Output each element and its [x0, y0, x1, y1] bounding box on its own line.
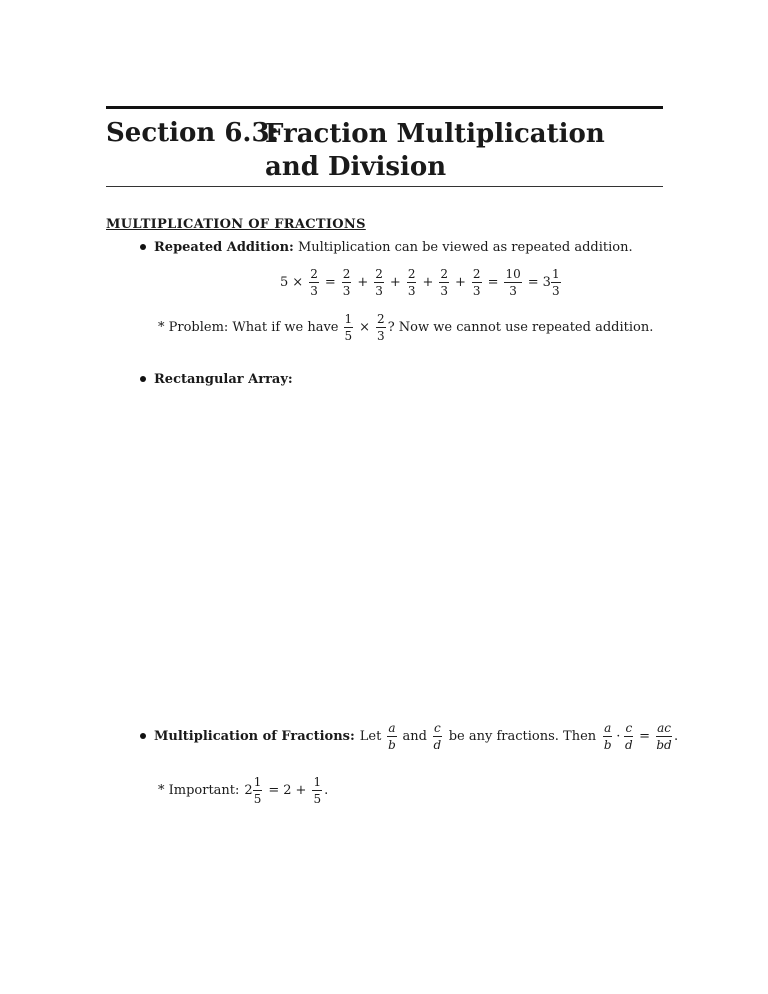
fraction-numerator: a [604, 721, 612, 735]
fraction-denominator: b [603, 738, 612, 752]
fraction-numerator: 2 [407, 267, 416, 281]
eq-times: × [292, 275, 304, 290]
fraction [253, 776, 263, 805]
eq-lead: 5 [280, 275, 289, 290]
fraction-denominator: 3 [375, 284, 383, 298]
text-period: . [673, 729, 679, 744]
problem-suffix: ? Now we cannot use repeated addition. [387, 320, 654, 335]
fraction [439, 268, 449, 297]
fraction-numerator: ac [657, 721, 671, 735]
fraction [504, 268, 521, 297]
fraction [312, 776, 322, 805]
bullet-dot [140, 733, 146, 739]
fraction-denominator: d [433, 738, 442, 752]
fraction-denominator: 3 [342, 284, 351, 298]
bullet-label: Multiplication of Fractions: [154, 729, 355, 744]
fraction [376, 313, 386, 342]
fraction-numerator: 1 [253, 775, 262, 789]
fraction [344, 313, 354, 342]
text-and: and [402, 729, 427, 744]
fraction-numerator: 2 [310, 267, 318, 281]
bullet-dot [140, 244, 146, 250]
fraction-denominator: b [388, 738, 396, 752]
fraction [472, 268, 482, 297]
eq-equals: = [324, 275, 336, 290]
problem-prefix: * Problem: What if we have [158, 320, 339, 335]
fraction-numerator: a [388, 721, 396, 735]
fraction [407, 268, 417, 297]
fraction [374, 268, 384, 297]
fraction-numerator: 10 [505, 267, 521, 281]
fraction [624, 722, 633, 751]
fraction [309, 268, 319, 297]
fraction-denominator: 3 [310, 284, 318, 298]
eq-mixed-whole: 3 [542, 275, 551, 290]
fraction-denominator: 3 [440, 284, 449, 298]
bullet-repeated-addition [140, 240, 633, 255]
fraction-denominator: 3 [551, 284, 560, 298]
repeated-addition-equation [280, 268, 563, 297]
fraction-numerator: 1 [313, 775, 322, 789]
fraction-denominator: 3 [509, 284, 517, 298]
important-plus: + [295, 783, 307, 798]
bullet-dot [140, 376, 146, 382]
fraction-denominator: 3 [472, 284, 481, 298]
fraction-denominator: 5 [253, 792, 262, 806]
fraction-denominator: d [624, 738, 633, 752]
important-equals: = [268, 783, 280, 798]
eq-equals: = [527, 275, 539, 290]
text-dot: · [616, 729, 621, 744]
title-rule-top [106, 106, 663, 109]
fraction-denominator: 3 [407, 284, 416, 298]
important-note [158, 776, 328, 805]
fraction-numerator: 2 [375, 267, 383, 281]
fraction [342, 268, 352, 297]
important-two: 2 [283, 783, 292, 798]
important-period: . [324, 783, 329, 798]
section-number: Section 6.3: [106, 118, 280, 148]
text-equals: = [639, 729, 651, 744]
fraction [387, 722, 396, 751]
eq-plus: + [389, 275, 401, 290]
fraction-numerator: 2 [342, 267, 351, 281]
eq-plus: + [455, 275, 466, 290]
problem-times: × [359, 320, 371, 335]
fraction [551, 268, 561, 297]
fraction-numerator: c [625, 721, 633, 735]
important-prefix: * Important: [158, 783, 240, 798]
bullet-label: Rectangular Array: [154, 372, 293, 387]
text-let: Let [359, 729, 382, 744]
problem-note [158, 313, 653, 342]
fraction-numerator: 1 [344, 312, 353, 326]
eq-plus: + [422, 275, 434, 290]
fraction-numerator: 2 [377, 312, 385, 326]
fraction [433, 722, 442, 751]
fraction-denominator: 5 [313, 792, 322, 806]
bullet-multiplication-of-fractions [140, 722, 678, 751]
fraction-numerator: 2 [440, 267, 449, 281]
eq-plus: + [357, 275, 369, 290]
eq-equals: = [487, 275, 499, 290]
fraction [656, 722, 672, 751]
fraction-numerator: 1 [551, 267, 560, 281]
fraction-numerator: c [433, 721, 441, 735]
fraction-denominator: 5 [344, 329, 353, 343]
bullet-rectangular-array [140, 372, 293, 387]
bullet-text: Multiplication can be viewed as repeated addition. [297, 240, 633, 255]
fraction [603, 722, 612, 751]
fraction-numerator: 2 [472, 267, 481, 281]
fraction-denominator: 3 [377, 329, 385, 343]
text-mid: be any fractions. Then [448, 729, 597, 744]
section-title: Fraction Multiplication and Division [265, 119, 605, 182]
bullet-label: Repeated Addition: [154, 240, 294, 255]
title-rule-bottom [106, 186, 663, 187]
important-whole: 2 [244, 783, 253, 798]
section-heading: MULTIPLICATION OF FRACTIONS [106, 217, 366, 232]
fraction-denominator: bd [656, 738, 672, 752]
